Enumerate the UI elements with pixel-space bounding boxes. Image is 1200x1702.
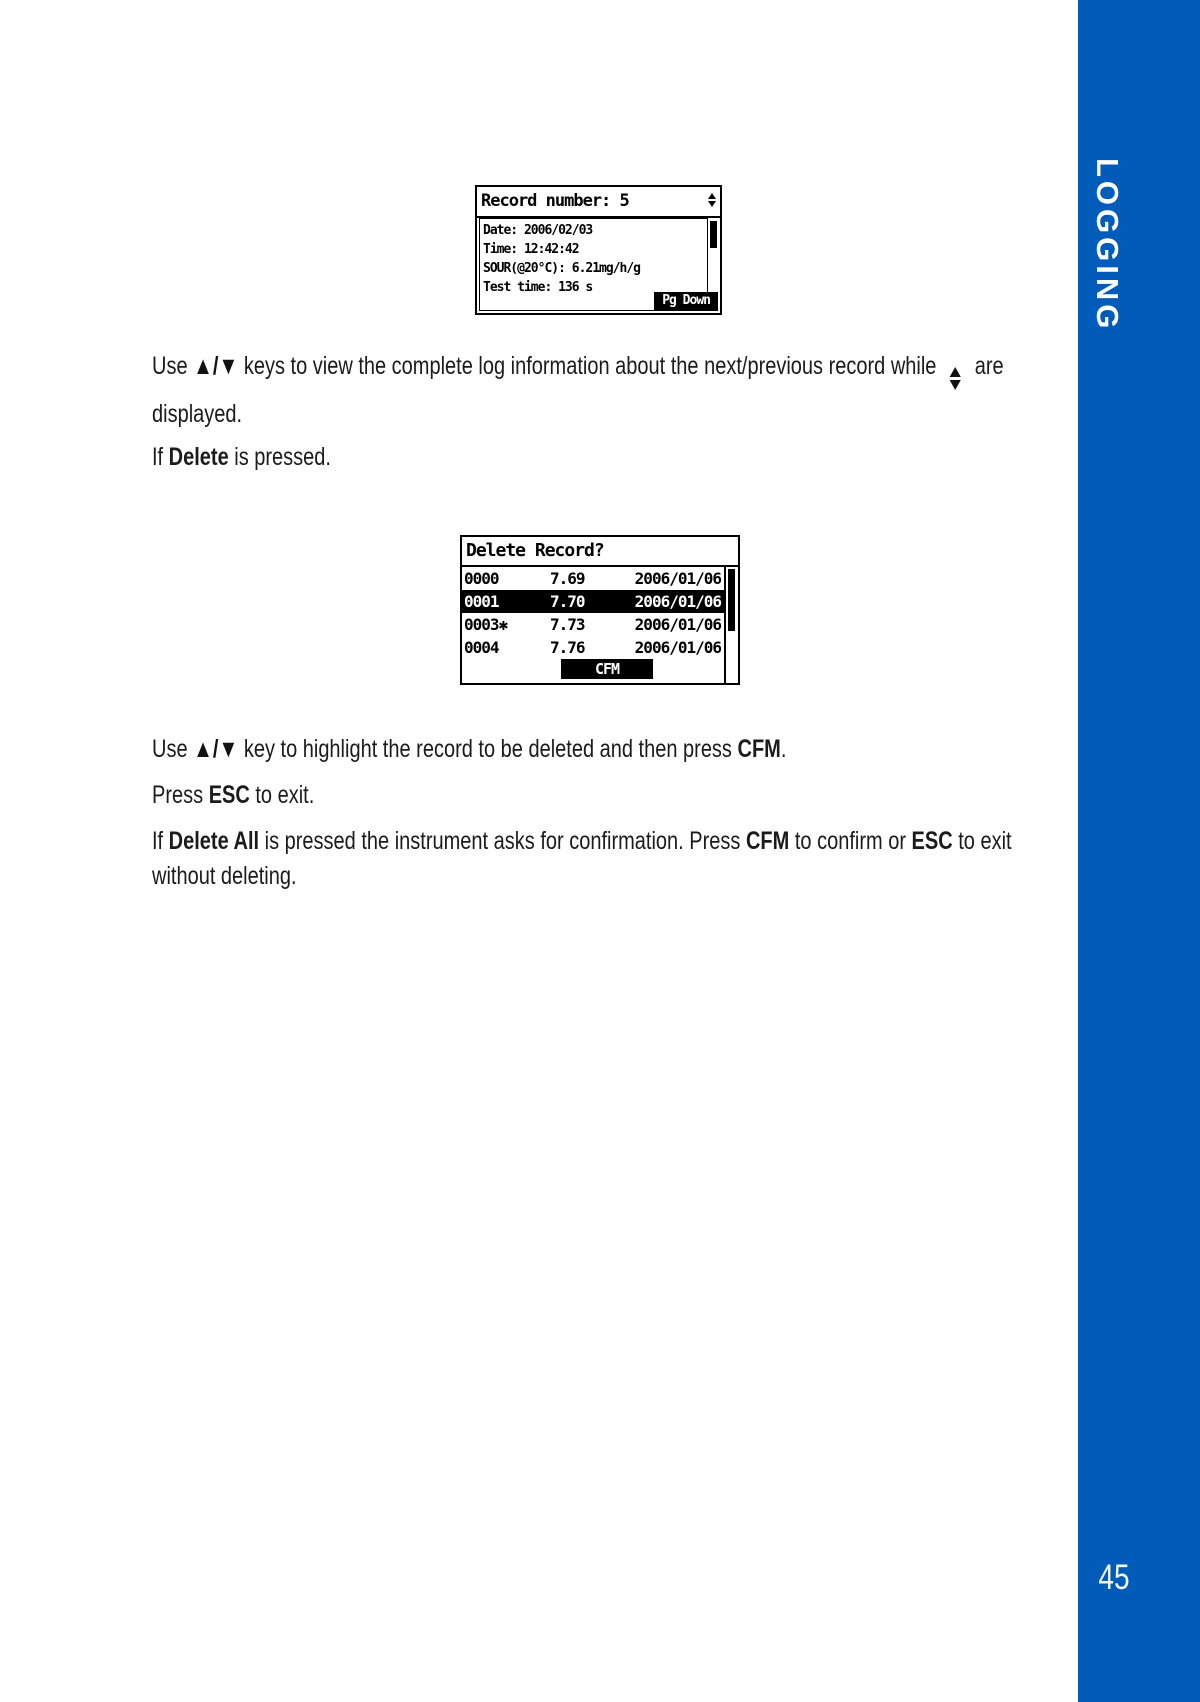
up-arrow-icon	[950, 367, 961, 377]
record-value: 7.70	[550, 592, 585, 611]
text-segment: Use	[152, 735, 194, 763]
table-row	[462, 613, 724, 636]
arrow-keys-label: ▲/▼	[193, 352, 239, 380]
delete-all-key-label: Delete All	[168, 827, 260, 855]
scrollbar-thumb	[728, 569, 735, 631]
esc-key-label: ESC	[208, 781, 250, 809]
record-value: 7.73	[550, 615, 585, 634]
cfm-button: CFM	[561, 659, 653, 679]
lcd-record-date-line: Date: 2006/02/03	[483, 223, 593, 238]
lcd-record-title	[477, 187, 720, 218]
text-segment: are	[969, 352, 1004, 380]
text-segment: to confirm or	[789, 827, 912, 855]
chapter-title: LOGGING	[1090, 158, 1125, 333]
text-segment: keys to view the complete log information about the next/previous record while	[238, 352, 942, 380]
paragraph-view-records-line1	[152, 350, 1048, 390]
text-segment: is pressed the instrument asks for confirmation. Press	[259, 827, 746, 855]
esc-key-label: ESC	[911, 827, 953, 855]
text-segment: key to highlight the record to be deleted and then press	[238, 735, 738, 763]
table-row	[462, 636, 724, 659]
text-segment: If	[152, 443, 169, 471]
text-segment: If	[152, 827, 169, 855]
text-segment: Press	[152, 781, 209, 809]
paragraph-delete-all-line2: without deleting.	[152, 862, 297, 890]
text-segment: .	[780, 735, 787, 763]
paragraph-delete-all-line1	[152, 825, 1048, 857]
paragraph-view-records-line2: displayed.	[152, 400, 243, 428]
pg-down-button: Pg Down	[654, 292, 718, 311]
paragraph-highlight-record	[152, 733, 1048, 765]
lcd-screen-delete-record	[460, 535, 740, 685]
text-segment: to exit.	[249, 781, 315, 809]
record-id: 0001	[464, 592, 499, 611]
record-value: 7.69	[550, 569, 585, 588]
scrollbar	[724, 567, 738, 683]
lcd-delete-title	[462, 537, 738, 567]
record-id: 0003✱	[464, 615, 508, 634]
record-id: 0000	[464, 569, 499, 588]
paragraph-if-delete	[152, 441, 1048, 473]
text-segment: Use	[152, 352, 194, 380]
lcd-delete-title-text: Delete Record?	[466, 540, 604, 561]
table-row	[462, 567, 724, 590]
down-arrow-icon	[950, 380, 961, 390]
table-row-highlighted	[462, 590, 724, 613]
lcd-screen-record-detail	[475, 185, 722, 315]
text-segment: is pressed.	[228, 443, 331, 471]
paragraph-press-esc	[152, 779, 1048, 811]
record-value: 7.76	[550, 638, 585, 657]
up-down-arrows-icon	[708, 193, 716, 207]
text-segment: to exit	[952, 827, 1012, 855]
record-id: 0004	[464, 638, 499, 657]
scrollbar-thumb	[710, 221, 717, 248]
cfm-key-label: CFM	[737, 735, 781, 763]
record-date: 2006/01/06	[634, 569, 721, 588]
lcd-record-sour-line: SOUR(@20°C): 6.21mg/h/g	[483, 261, 641, 276]
lcd-record-time-line: Time: 12:42:42	[483, 242, 579, 257]
record-date: 2006/01/06	[634, 638, 721, 657]
arrow-keys-label: ▲/▼	[193, 735, 239, 763]
page-number: 45	[1098, 1558, 1130, 1597]
record-date: 2006/01/06	[634, 592, 721, 611]
cfm-key-label: CFM	[745, 827, 790, 855]
lcd-record-table	[462, 567, 724, 659]
up-arrow-icon	[708, 193, 716, 199]
lcd-record-test-line: Test time: 136 s	[483, 280, 593, 295]
up-down-arrows-icon	[950, 367, 961, 390]
record-date: 2006/01/06	[634, 615, 721, 634]
delete-key-label: Delete	[168, 443, 229, 471]
down-arrow-icon	[708, 201, 716, 207]
lcd-record-title-text: Record number: 5	[481, 191, 629, 211]
